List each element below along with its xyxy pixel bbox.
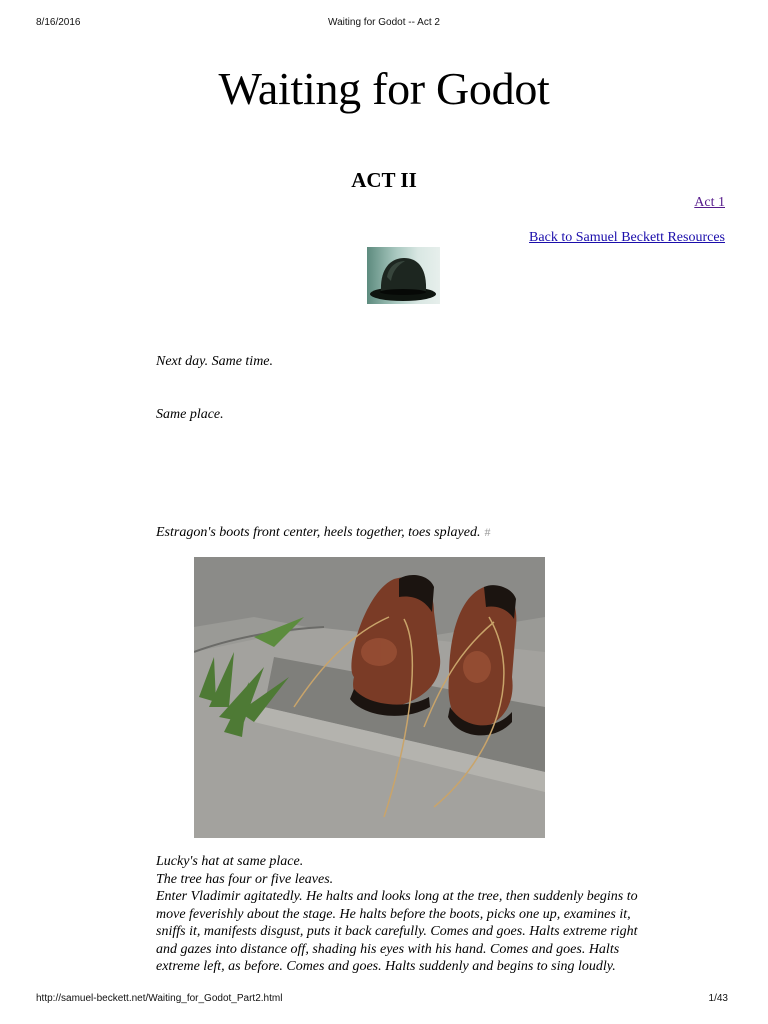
print-page-count: 1/43	[708, 993, 728, 1004]
stage-direction-time: Next day. Same time.	[156, 354, 274, 369]
paragraph-line: sniffs it, manifests disgust, puts it back carefully. Comes and goes. Halts extreme right	[156, 924, 638, 939]
paragraph-line: move feverishly about the stage. He halts before the boots, picks one up, examines it,	[156, 906, 631, 922]
act-1-link[interactable]: Act 1	[694, 195, 725, 210]
paragraph-line: The tree has four or five leaves.	[156, 871, 334, 887]
paragraph-line: and gazes into distance off, shading his eyes with his hand. Comes and goes. Halts	[156, 941, 620, 957]
page-title: Waiting for Godot	[218, 63, 550, 114]
print-url: http://samuel-beckett.net/Waiting_for_Godot_Part2.html	[36, 993, 283, 1004]
back-to-resources-link[interactable]: Back to Samuel Beckett Resources	[529, 230, 725, 245]
stage-direction-place: Same place.	[156, 407, 224, 422]
boots-photo	[194, 557, 545, 838]
stage-direction-boots	[156, 525, 490, 541]
stage-direction-boots-text: Estragon's boots front center, heels together, toes splayed.	[156, 525, 481, 540]
paragraph-line: Lucky's hat at same place.	[156, 854, 304, 869]
anchor-link[interactable]: #	[484, 525, 491, 539]
act-heading: ACT II	[351, 168, 417, 192]
paragraph-line: Enter Vladimir agitatedly. He halts and looks long at the tree, then suddenly begins to	[156, 889, 638, 904]
bowler-hat-icon	[367, 247, 440, 304]
print-date: 8/16/2016	[36, 17, 81, 28]
stage-direction-paragraph	[156, 853, 688, 976]
print-page-title: Waiting for Godot -- Act 2	[328, 17, 440, 28]
paragraph-line: extreme left, as before. Comes and goes. Halts suddenly and begins to sing loudly.	[156, 959, 616, 974]
